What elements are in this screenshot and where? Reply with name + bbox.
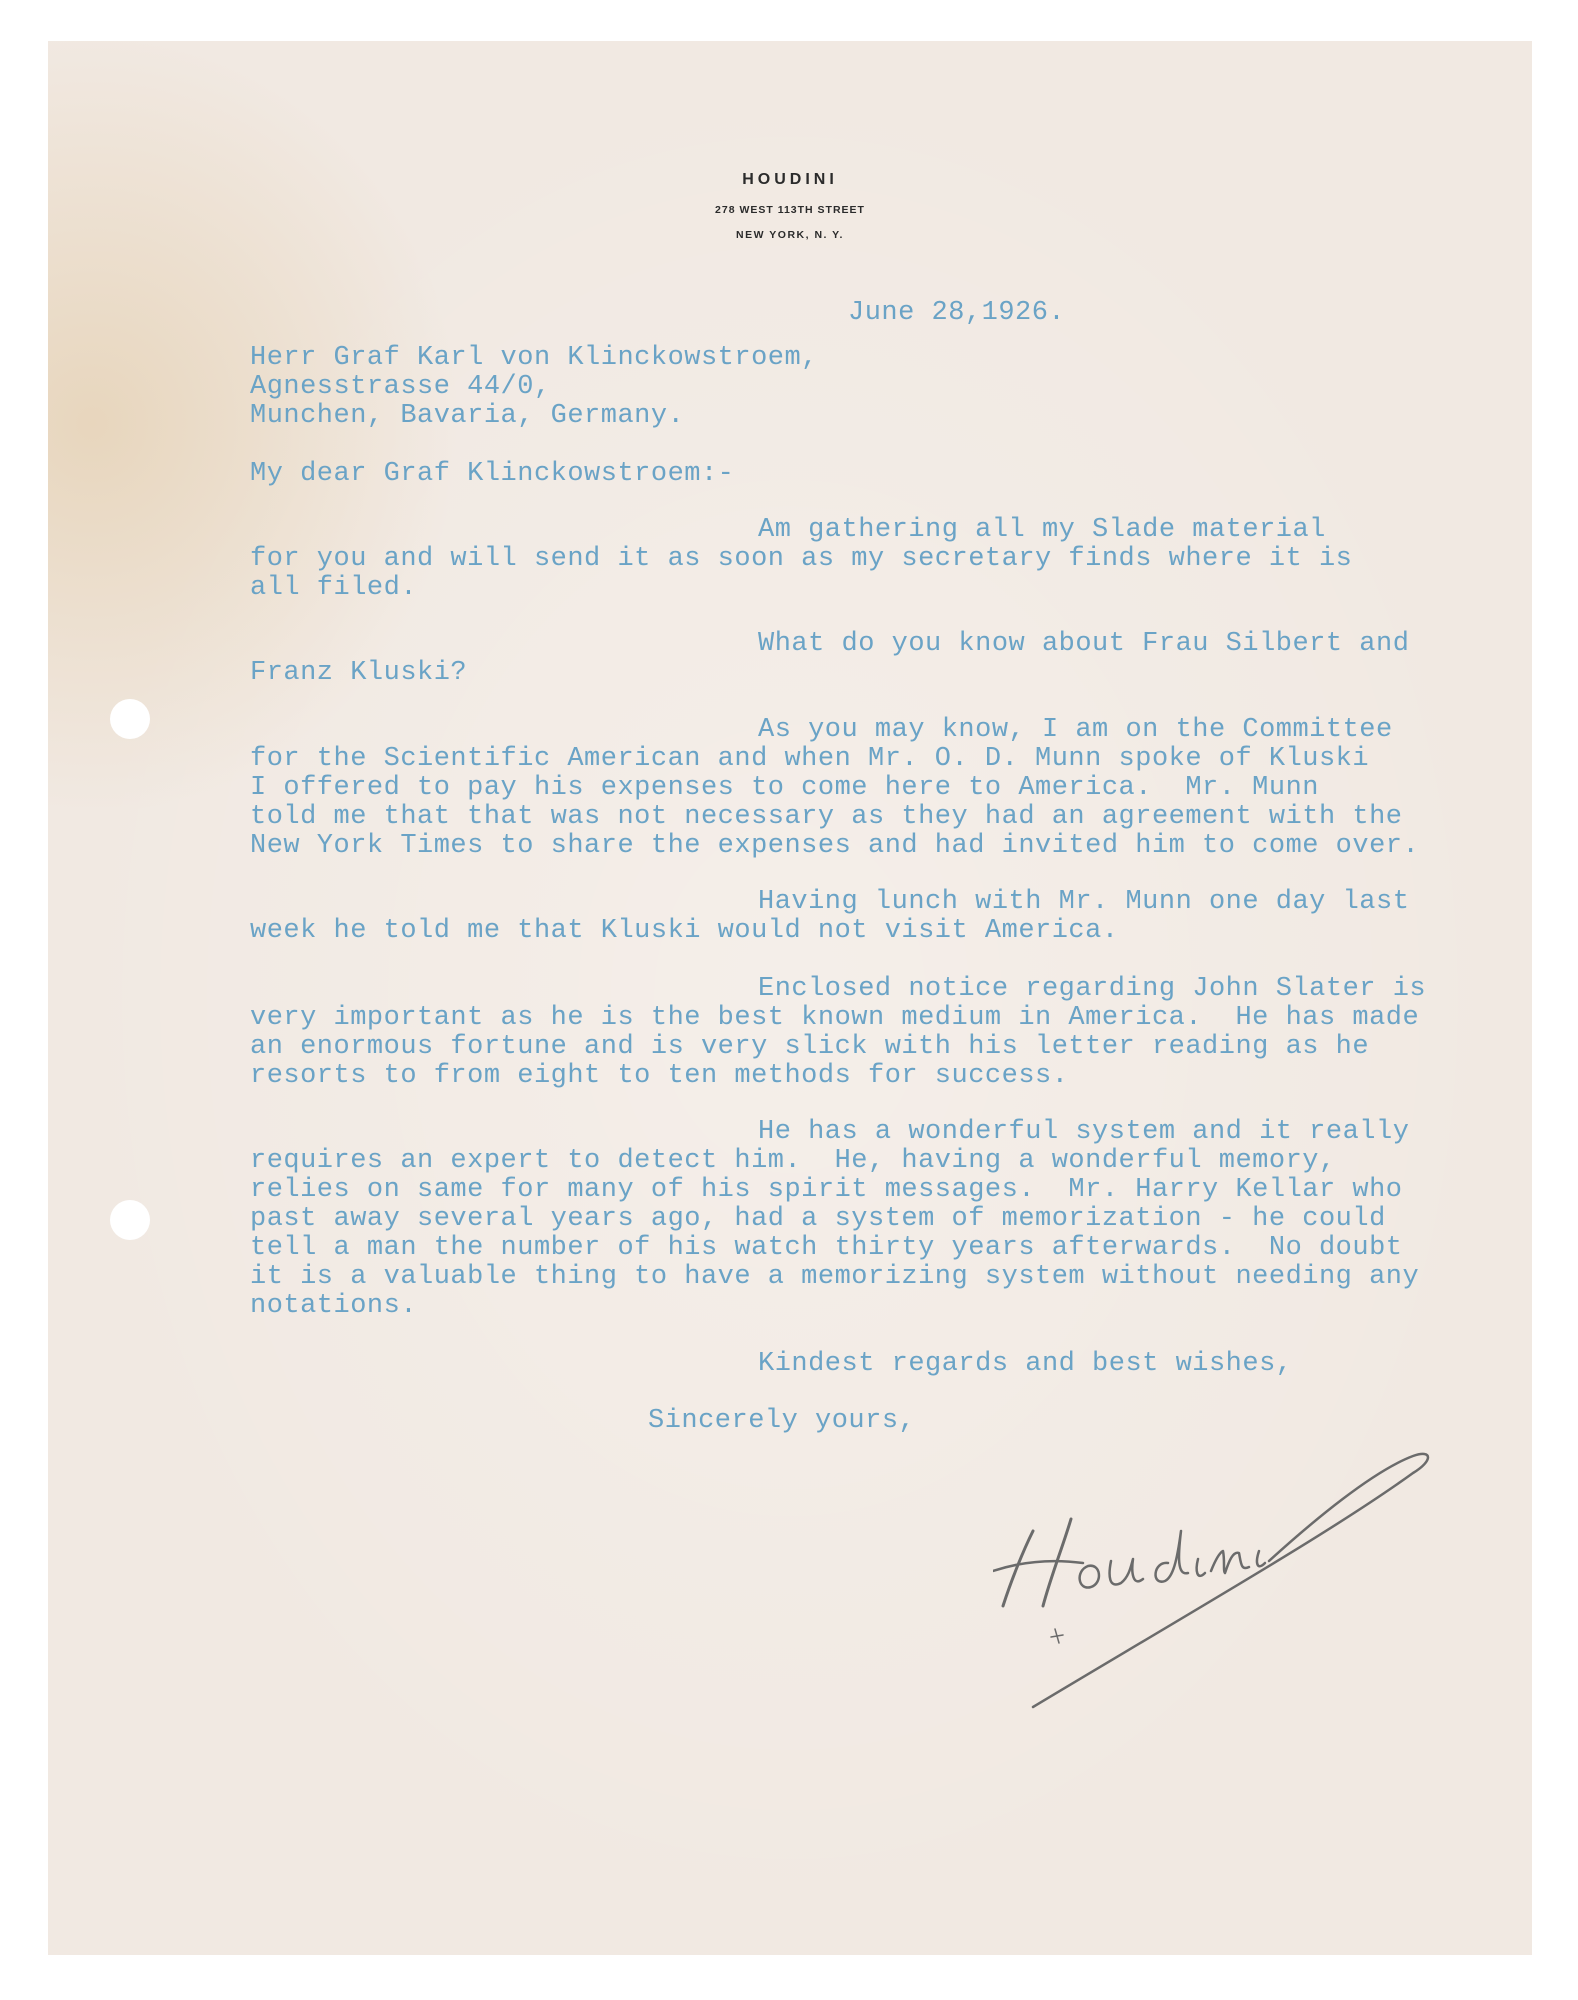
- paragraph-5-line-1: Enclosed notice regarding John Slater is: [758, 974, 1427, 1004]
- paragraph-6-line-1: He has a wonderful system and it really: [758, 1117, 1410, 1147]
- paragraph-6-line-3: relies on same for many of his spirit messages. Mr. Harry Kellar who: [250, 1175, 1403, 1205]
- paragraph-5-line-3: an enormous fortune and is very slick with his letter reading as he: [250, 1032, 1370, 1062]
- recipient-name: Herr Graf Karl von Klinckowstroem,: [250, 343, 818, 373]
- paragraph-2-line-2: Franz Kluski?: [250, 658, 468, 688]
- letter-date: June 28,1926.: [848, 298, 1066, 328]
- letter-page: [48, 41, 1532, 1955]
- paragraph-6-line-5: tell a man the number of his watch thirty years afterwards. No doubt: [250, 1233, 1403, 1263]
- paragraph-5-line-2: very important as he is the best known medium in America. He has made: [250, 1003, 1420, 1033]
- paragraph-3-line-4: told me that that was not necessary as they had an agreement with the: [250, 802, 1403, 832]
- paragraph-3-line-5: New York Times to share the expenses and had invited him to come over.: [250, 831, 1420, 861]
- punch-hole-top: [110, 699, 150, 739]
- letterhead-city: NEW YORK, N. Y.: [736, 229, 844, 241]
- paragraph-6-line-7: notations.: [250, 1291, 418, 1321]
- paragraph-3-line-3: I offered to pay his expenses to come here to America. Mr. Munn: [250, 773, 1319, 803]
- letterhead-name: HOUDINI: [742, 171, 838, 188]
- paragraph-6-line-4: past away several years ago, had a system of memorization - he could: [250, 1204, 1386, 1234]
- signature-houdini: [993, 1411, 1473, 1711]
- sign-off: Sincerely yours,: [648, 1406, 916, 1436]
- paragraph-6-line-6: it is a valuable thing to have a memorizing system without needing any: [250, 1262, 1420, 1292]
- closing-regards: Kindest regards and best wishes,: [758, 1349, 1293, 1379]
- paragraph-5-line-4: resorts to from eight to ten methods for success.: [250, 1061, 1069, 1091]
- paragraph-1-line-3: all filed.: [250, 573, 418, 603]
- paragraph-4-line-1: Having lunch with Mr. Munn one day last: [758, 887, 1410, 917]
- paragraph-1-line-1: Am gathering all my Slade material: [758, 515, 1326, 545]
- letterhead-street: 278 WEST 113TH STREET: [715, 204, 865, 216]
- recipient-street: Agnesstrasse 44/0,: [250, 372, 551, 402]
- paragraph-3-line-1: As you may know, I am on the Committee: [758, 715, 1393, 745]
- paragraph-2-line-1: What do you know about Frau Silbert and: [758, 629, 1410, 659]
- paragraph-6-line-2: requires an expert to detect him. He, having a wonderful memory,: [250, 1146, 1336, 1176]
- punch-hole-bottom: [110, 1200, 150, 1240]
- paragraph-1-line-2: for you and will send it as soon as my secretary finds where it is: [250, 544, 1353, 574]
- recipient-city: Munchen, Bavaria, Germany.: [250, 401, 685, 431]
- paragraph-3-line-2: for the Scientific American and when Mr. O. D. Munn spoke of Kluski: [250, 744, 1370, 774]
- salutation: My dear Graf Klinckowstroem:-: [250, 459, 735, 489]
- paragraph-4-line-2: week he told me that Kluski would not visit America.: [250, 916, 1119, 946]
